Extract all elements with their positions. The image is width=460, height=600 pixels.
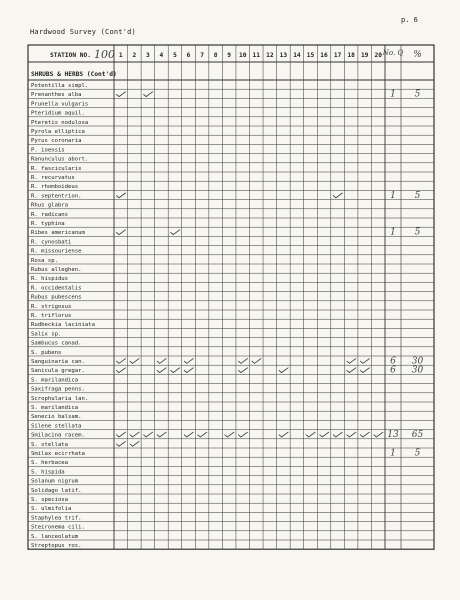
species-name: Sanicula gregar.: [31, 368, 85, 375]
species-name: R. occidentalis: [31, 285, 82, 292]
count-value: 1: [390, 190, 396, 201]
station-number: 100: [94, 48, 115, 61]
tally-check: [117, 441, 126, 446]
species-name: S. hispida: [31, 469, 65, 476]
tally-check: [184, 368, 193, 373]
tally-check: [171, 368, 180, 373]
tally-check: [279, 368, 288, 373]
tally-check: [347, 432, 356, 437]
species-name: Streptopus ros.: [31, 543, 82, 549]
column-header: 15: [306, 52, 315, 59]
species-name: Pyrola elliptica: [31, 129, 85, 135]
table-border: [28, 45, 434, 549]
species-name: Saxifraga penns.: [31, 386, 85, 393]
tally-check: [238, 432, 247, 437]
column-header: 6: [186, 52, 191, 59]
species-name: R. cynosbati: [31, 239, 72, 246]
tally-check: [157, 359, 166, 364]
percent-value: 65: [411, 430, 424, 441]
tally-check: [117, 432, 126, 437]
column-header: 20: [374, 52, 382, 59]
tally-check: [117, 230, 126, 235]
column-header: 7: [200, 52, 204, 59]
species-name: Rudbeckia laciniata: [31, 322, 95, 329]
species-name: R. typhina: [31, 221, 65, 227]
column-header: 1: [118, 52, 123, 59]
species-name: S. pubens: [31, 349, 62, 356]
tally-check: [157, 432, 166, 437]
species-name: Rubus pubescens: [31, 294, 82, 301]
tally-check: [130, 432, 139, 437]
column-header: 10: [238, 52, 247, 59]
page-number: p. 6: [401, 16, 418, 24]
tally-check: [279, 432, 288, 437]
page-title: Hardwood Survey (Cont'd): [30, 28, 136, 36]
tally-check: [198, 432, 207, 437]
tally-check: [117, 193, 126, 198]
count-value: 13: [387, 430, 399, 441]
species-name: Sambucus canad.: [31, 340, 82, 347]
species-name: S. speciosa: [31, 497, 69, 503]
tally-check: [360, 432, 369, 437]
species-name: Potentilla simpl.: [31, 83, 89, 89]
species-name: Solidago latif.: [31, 487, 82, 494]
count-value: 6: [390, 356, 396, 367]
tally-check: [130, 359, 139, 364]
species-name: Prenanthes alba: [31, 92, 82, 99]
column-header: 4: [159, 52, 164, 59]
species-name: S. stellata: [31, 441, 69, 448]
tally-check: [360, 359, 369, 364]
species-name: S. ulmifolia: [31, 506, 72, 513]
species-name: Pteretis nodulosa: [31, 119, 89, 126]
tally-check: [320, 432, 329, 437]
tally-check: [238, 368, 247, 373]
tally-check: [347, 359, 356, 364]
percent-value: 30: [411, 365, 424, 376]
column-header: 11: [252, 52, 261, 59]
percent-value: 5: [414, 89, 421, 100]
tally-check: [117, 359, 126, 364]
tally-check: [333, 193, 342, 198]
column-header: 19: [360, 52, 369, 59]
species-name: Pteridium aquil.: [31, 110, 85, 117]
species-name: R. septentrion.: [31, 193, 82, 200]
species-name: Pyrus coronaria: [31, 138, 82, 145]
species-name: Salix sp.: [31, 331, 62, 338]
species-name: Staphylea trif.: [31, 515, 82, 522]
tally-check: [171, 230, 180, 235]
count-value: 1: [390, 227, 396, 238]
column-header: 13: [279, 52, 288, 59]
column-header: 16: [320, 52, 328, 59]
species-name: S. marilandica: [31, 377, 79, 384]
tally-check: [252, 359, 261, 364]
tally-check: [306, 432, 315, 437]
species-name: Steironema cili.: [31, 524, 85, 531]
percent-value: 30: [411, 356, 424, 367]
count-value: 6: [390, 365, 396, 376]
species-name: Rhus glabra: [31, 202, 69, 209]
count-value: 1: [390, 448, 396, 459]
tally-check: [157, 368, 166, 373]
species-name: R. missouriense: [31, 248, 82, 255]
column-header: 17: [333, 52, 342, 59]
species-name: R. rhomboideus: [31, 184, 79, 191]
species-name: Silene stellata: [31, 423, 82, 430]
species-name: Solanum nigrum: [31, 478, 79, 485]
percent-value: 5: [414, 448, 421, 459]
column-header: 18: [347, 52, 355, 59]
column-header: 9: [227, 52, 232, 59]
species-name: S. marilandica: [31, 405, 79, 411]
tally-check: [347, 368, 356, 373]
species-name: Scrophularia lan.: [31, 395, 89, 402]
species-name: Ribes americanum: [31, 230, 85, 237]
tally-check: [225, 432, 234, 437]
species-name: Smilacina racem.: [31, 432, 85, 439]
tally-check: [144, 432, 153, 437]
tally-check: [184, 432, 193, 437]
tally-check: [238, 359, 247, 364]
tally-check: [130, 441, 139, 446]
percent-value: 5: [414, 227, 421, 238]
column-header: 8: [213, 52, 218, 59]
station-label: STATION NO.: [50, 52, 91, 59]
species-name: R. radicans: [31, 211, 69, 218]
species-name: Rosa sp.: [31, 257, 58, 264]
species-name: S. herbacea: [31, 460, 69, 467]
count-column-header: No. Q: [382, 49, 404, 57]
column-header: 3: [146, 52, 150, 59]
species-name: Prunella vulgaris: [31, 101, 89, 108]
species-name: Sanguinaria can.: [31, 359, 85, 365]
tally-check: [333, 432, 342, 437]
percent-value: 5: [414, 190, 421, 201]
tally-check: [374, 432, 383, 437]
section-title: SHRUBS & HERBS (Cont'd): [31, 71, 117, 78]
column-header: 14: [293, 52, 301, 59]
tally-check: [144, 92, 153, 97]
species-name: Rubus alleghen.: [31, 267, 82, 273]
species-name: R. triflorus: [31, 313, 72, 319]
species-name: P. ioensis: [31, 147, 65, 154]
percent-column-header: %: [413, 50, 422, 60]
species-name: R. fascicularis: [31, 165, 82, 172]
species-name: Smilax ecirrhata: [31, 451, 85, 457]
tally-check: [184, 359, 193, 364]
count-value: 1: [390, 89, 396, 100]
column-header: 2: [132, 52, 137, 59]
species-name: R. hispidus: [31, 276, 69, 283]
column-header: 12: [266, 52, 274, 59]
tally-check: [360, 368, 369, 373]
species-name: Senecio balsam.: [31, 414, 82, 421]
tally-check: [117, 368, 126, 373]
column-header: 5: [173, 52, 177, 59]
species-name: S. lanceolatum: [31, 533, 79, 540]
species-name: R. strigosus: [31, 303, 72, 310]
species-name: R. recurvatus: [31, 175, 75, 181]
tally-check: [117, 92, 126, 97]
species-name: Ranunculus abort.: [31, 156, 89, 163]
